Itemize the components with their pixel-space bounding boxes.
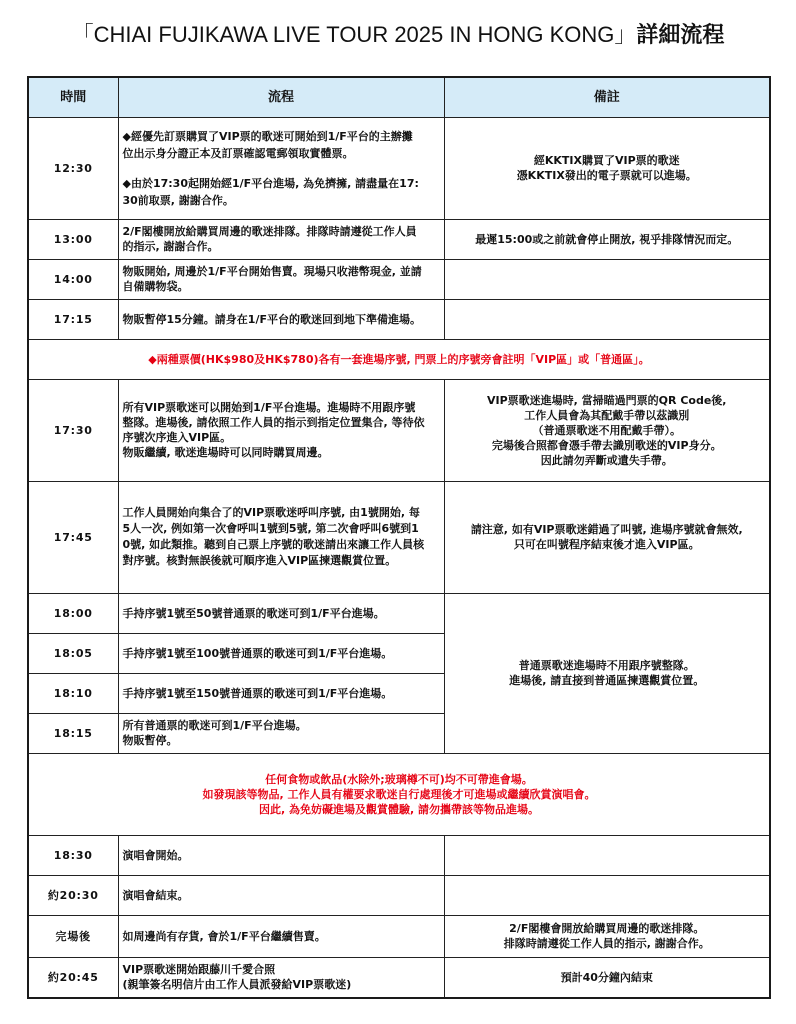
schedule-row-17-30 [28, 379, 770, 481]
remark-line: VIP票歌迷進場時, 當掃瞄過門票的QR Code後, [487, 393, 727, 407]
remark-line: 只可在叫號程序結束後才進入VIP區。 [513, 538, 700, 551]
schedule-row-13-00 [28, 219, 770, 259]
flow-cell [118, 957, 444, 998]
flow-cell [118, 117, 444, 219]
flow-line: 2/F閣樓開放給購買周邊的歌迷排隊。排隊時請遵從工作人員 [122, 225, 417, 238]
notice-row-food-policy [28, 753, 770, 835]
remarks-cell-empty [444, 299, 770, 339]
notice-line: 因此, 為免妨礙進場及觀賞體驗, 請勿攜帶該等物品進場。 [258, 802, 539, 816]
time-cell: 18:30 [28, 835, 118, 875]
flow-line: 整隊。進場後, 請依照工作人員的指示到指定位置集合, 等待依 [122, 416, 425, 429]
schedule-row-12-30 [28, 117, 770, 219]
flow-line: 5人一次, 例如第一次會呼叫1號到5號, 第二次會呼叫6號到1 [122, 522, 419, 535]
remarks-cell [444, 481, 770, 593]
remark-line: 最遲15:00或之前就會停止開放, 視乎排隊情況而定。 [475, 232, 739, 246]
flow-cell [118, 481, 444, 593]
time-cell: 12:30 [28, 117, 118, 219]
time-cell: 18:05 [28, 633, 118, 673]
schedule-table [27, 76, 771, 999]
notice-row-ticket-zones [28, 339, 770, 379]
flow-line: 序號次序進入VIP區。 [122, 431, 232, 444]
remark-line: 普通票歌迷進場時不用跟序號整隊。 [518, 659, 695, 672]
schedule-row-20-45 [28, 957, 770, 998]
flow-line: 演唱會開始。 [122, 848, 189, 862]
page-title-suffix: 詳細流程 [636, 22, 725, 47]
flow-line: 30前取票, 謝謝合作。 [122, 193, 234, 207]
time-cell: 14:00 [28, 259, 118, 299]
flow-line: 所有VIP票歌迷可以開始到1/F平台進場。進場時不用跟序號 [122, 401, 416, 414]
remarks-cell [444, 957, 770, 998]
flow-cell [118, 379, 444, 481]
header-flow: 流程 [118, 77, 444, 117]
flow-line: 對序號。核對無誤後就可順序進入VIP區揀選觀賞位置。 [122, 554, 397, 567]
schedule-row-17-15 [28, 299, 770, 339]
flow-line: 位出示身分證正本及訂票確認電郵領取實體票。 [122, 146, 354, 160]
flow-cell [118, 875, 444, 915]
flow-line: 所有普通票的歌迷可到1/F平台進場。 [122, 719, 307, 732]
flow-line: ◆由於17:30起開始經1/F平台進場, 為免擠擁, 請盡量在17: [122, 176, 419, 190]
notice-line: 任何食物或飲品(水除外;玻璃樽不可)均不可帶進會場。 [265, 772, 533, 786]
remarks-cell [444, 379, 770, 481]
remarks-cell-empty [444, 835, 770, 875]
flow-line: 手持序號1號至100號普通票的歌迷可到1/F平台進場。 [122, 646, 393, 660]
time-cell: 約20:45 [28, 957, 118, 998]
flow-line: 如周邊尚有存貨, 會於1/F平台繼續售賣。 [122, 929, 326, 943]
flow-line: (親筆簽名明信片由工作人員派發給VIP票歌迷) [122, 978, 352, 992]
header-remarks: 備註 [444, 77, 770, 117]
remarks-cell [444, 915, 770, 957]
header-row [28, 77, 770, 117]
flow-cell [118, 259, 444, 299]
flow-line: 物販開始, 周邊於1/F平台開始售賣。現場只收港幣現金, 並請 [122, 265, 422, 278]
notice-line: ◆兩種票價(HK$980及HK$780)各有一套進場序號, 門票上的序號旁會註明「VIP區」或「普通區」。 [148, 352, 650, 366]
schedule-row-18-30 [28, 835, 770, 875]
time-cell: 17:45 [28, 481, 118, 593]
notice-cell [28, 753, 770, 835]
remarks-cell-general-admission [444, 593, 770, 753]
flow-cell [118, 299, 444, 339]
remark-line: 預計40分鐘內結束 [560, 970, 653, 984]
flow-line: 手持序號1號至150號普通票的歌迷可到1/F平台進場。 [122, 686, 393, 700]
flow-line: 物販暫停。 [122, 734, 178, 747]
time-cell: 17:30 [28, 379, 118, 481]
schedule-row-14-00 [28, 259, 770, 299]
schedule-row-18-00 [28, 593, 770, 633]
flow-cell [118, 915, 444, 957]
time-cell: 18:00 [28, 593, 118, 633]
notice-line: 如發現該等物品, 工作人員有權要求歌迷自行處理後才可進場或繼續欣賞演唱會。 [202, 787, 596, 801]
flow-cell [118, 593, 444, 633]
flow-cell [118, 713, 444, 753]
flow-line: VIP票歌迷開始跟藤川千愛合照 [122, 963, 276, 977]
flow-line: 的指示, 謝謝合作。 [122, 240, 219, 253]
flow-line: 物販暫停15分鐘。請身在1/F平台的歌迷回到地下準備進場。 [122, 312, 421, 326]
remark-line: 2/F閣樓會開放給購買周邊的歌迷排隊。 [509, 922, 705, 935]
page-title [0, 20, 796, 50]
remark-line: 經KKTIX購買了VIP票的歌迷 [533, 154, 680, 167]
flow-line: 演唱會結束。 [122, 888, 189, 902]
flow-line: 物販繼續, 歌迷進場時可以同時購買周邊。 [122, 446, 329, 459]
page-title-main: 「CHIAI FUJIKAWA LIVE TOUR 2025 IN HONG KONG」 [71, 22, 637, 47]
time-cell: 約20:30 [28, 875, 118, 915]
remarks-cell-empty [444, 259, 770, 299]
remark-line: 進場後, 請直接到普通區揀選觀賞位置。 [509, 674, 705, 687]
flow-cell [118, 633, 444, 673]
schedule-row-after-show [28, 915, 770, 957]
notice-cell [28, 339, 770, 379]
time-cell: 完場後 [28, 915, 118, 957]
remark-line: 完場後合照都會憑手帶去識別歌迷的VIP身分。 [491, 438, 722, 452]
time-cell: 13:00 [28, 219, 118, 259]
remarks-cell [444, 117, 770, 219]
remark-line: 憑KKTIX發出的電子票就可以進場。 [516, 169, 697, 182]
flow-cell [118, 673, 444, 713]
flow-cell [118, 835, 444, 875]
flow-line: 0號, 如此類推。聽到自己票上序號的歌迷請出來讓工作人員核 [122, 538, 425, 551]
remarks-cell-empty [444, 875, 770, 915]
flow-line: 手持序號1號至50號普通票的歌迷可到1/F平台進場。 [122, 606, 385, 620]
schedule-row-17-45 [28, 481, 770, 593]
flow-line: 自備購物袋。 [122, 280, 189, 293]
time-cell: 18:10 [28, 673, 118, 713]
flow-cell [118, 219, 444, 259]
remark-line: 排隊時請遵從工作人員的指示, 謝謝合作。 [503, 937, 710, 950]
remark-line: 工作人員會為其配戴手帶以茲識別 [524, 408, 690, 422]
remark-line: （普通票歌迷不用配戴手帶）。 [532, 423, 681, 437]
time-cell: 17:15 [28, 299, 118, 339]
flow-line: 工作人員開始向集合了的VIP票歌迷呼叫序號, 由1號開始, 每 [122, 506, 420, 519]
remarks-cell [444, 219, 770, 259]
remark-line: 請注意, 如有VIP票歌迷錯過了叫號, 進場序號就會無效, [470, 523, 743, 536]
time-cell: 18:15 [28, 713, 118, 753]
schedule-row-20-30 [28, 875, 770, 915]
remark-line: 因此請勿弄斷或遺失手帶。 [540, 453, 673, 467]
flow-line: ◆經優先訂票購買了VIP票的歌迷可開始到1/F平台的主辦攤 [122, 129, 413, 143]
header-time: 時間 [28, 77, 118, 117]
